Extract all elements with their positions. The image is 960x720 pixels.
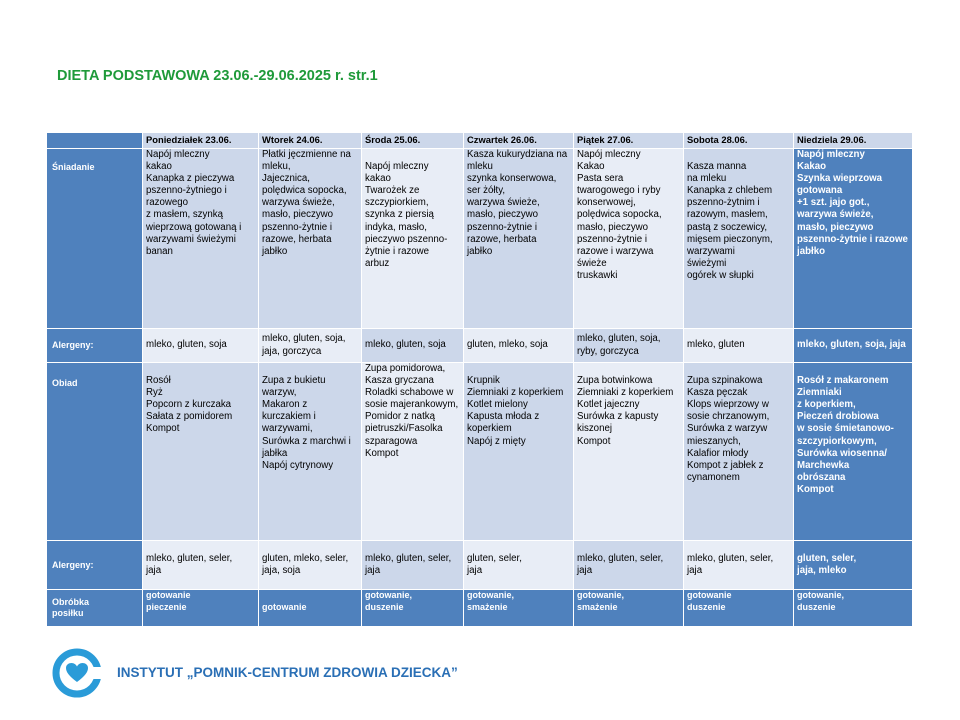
breakfast-cell: Kasza manna na mleku Kanapka z chlebem pszenno-żytnim i razowym, masłem, pastą z soczewicy, mięsem pieczonym, warzywami świeżymi ogórek w słupki bbox=[684, 149, 794, 329]
day-header: Sobota 28.06. bbox=[684, 133, 794, 149]
lunch-row bbox=[47, 363, 913, 541]
allergens-cell: mleko, gluten, soja, jaja, gorczyca bbox=[259, 329, 362, 363]
processing-cell: gotowanie bbox=[259, 590, 362, 627]
header-row bbox=[47, 133, 913, 149]
day-header: Czwartek 26.06. bbox=[464, 133, 574, 149]
day-header: Środa 25.06. bbox=[362, 133, 464, 149]
row-label-processing: Obróbka posiłku bbox=[47, 590, 143, 627]
breakfast-cell: Napój mleczny Kakao Szynka wieprzowa gotowana +1 szt. jajo got., warzywa świeże, masło, pieczywo pszenno-żytnie i razowe jabłko bbox=[794, 149, 913, 329]
processing-cell: gotowanie, smażenie bbox=[574, 590, 684, 627]
day-header: Poniedziałek 23.06. bbox=[143, 133, 259, 149]
breakfast-cell: Kasza kukurydziana na mleku szynka konserwowa, ser żółty, warzywa świeże, masło, pieczywo pszenno-żytnie i razowe, herbata jabłko bbox=[464, 149, 574, 329]
allergens-cell: mleko, gluten bbox=[684, 329, 794, 363]
allergens-cell: mleko, gluten, seler, jaja bbox=[362, 541, 464, 590]
allergens-cell: mleko, gluten, soja, jaja bbox=[794, 329, 913, 363]
allergens-cell: mleko, gluten, seler, jaja bbox=[684, 541, 794, 590]
day-header: Piątek 27.06. bbox=[574, 133, 684, 149]
row-label-breakfast: Śniadanie bbox=[47, 149, 143, 329]
allergens-cell: gluten, mleko, soja bbox=[464, 329, 574, 363]
lunch-cell: Krupnik Ziemniaki z koperkiem Kotlet mielony Kapusta młoda z koperkiem Napój z mięty bbox=[464, 363, 574, 541]
allergens-cell: mleko, gluten, seler, jaja bbox=[143, 541, 259, 590]
row-label-allergens: Alergeny: bbox=[47, 541, 143, 590]
day-header: Niedziela 29.06. bbox=[794, 133, 913, 149]
processing-cell: gotowanie, duszenie bbox=[362, 590, 464, 627]
breakfast-row bbox=[47, 149, 913, 329]
breakfast-cell: Napój mleczny Kakao Pasta sera twarogowego i ryby konserwowej, polędwica sopocka, masło, pieczywo pszenno-żytnie i razowe i warzywa świeże truskawki bbox=[574, 149, 684, 329]
page-title: DIETA PODSTAWOWA 23.06.-29.06.2025 r. str.1 bbox=[57, 68, 378, 84]
lunch-cell: Zupa botwinkowa Ziemniaki z koperkiem Kotlet jajeczny Surówka z kapusty kiszonej Kompot bbox=[574, 363, 684, 541]
allergens-cell: mleko, gluten, soja, ryby, gorczyca bbox=[574, 329, 684, 363]
breakfast-cell: Napój mleczny kakao Twarożek ze szczypiorkiem, szynka z piersią indyka, masło, pieczywo pszenno-żytnie i razowe arbuz bbox=[362, 149, 464, 329]
lunch-cell: Zupa z bukietu warzyw, Makaron z kurczakiem i warzywami, Surówka z marchwi i jabłka Napój cytrynowy bbox=[259, 363, 362, 541]
allergens-cell: mleko, gluten, seler, jaja bbox=[574, 541, 684, 590]
lunch-cell: Zupa szpinakowa Kasza pęczak Klops wieprzowy w sosie chrzanowym, Surówka z warzyw mieszanych, Kalafior młody Kompot z jabłek z cynamonem bbox=[684, 363, 794, 541]
allergens-cell: gluten, mleko, seler, jaja, soja bbox=[259, 541, 362, 590]
allergens-cell: mleko, gluten, soja bbox=[143, 329, 259, 363]
processing-cell: gotowanie duszenie bbox=[684, 590, 794, 627]
processing-cell: gotowanie, smażenie bbox=[464, 590, 574, 627]
breakfast-cell: Płatki jęczmienne na mleku, Jajecznica, polędwica sopocka, warzywa świeże, masło, pieczywo pszenno-żytnie i razowe, herbata jabłko bbox=[259, 149, 362, 329]
processing-cell: gotowanie pieczenie bbox=[143, 590, 259, 627]
allergens-cell: gluten, seler, jaja bbox=[464, 541, 574, 590]
processing-cell: gotowanie, duszenie bbox=[794, 590, 913, 627]
menu-table bbox=[46, 132, 913, 627]
header-corner bbox=[47, 133, 143, 149]
breakfast-cell: Napój mleczny kakao Kanapka z pieczywa pszenno-żytniego i razowego z masłem, szynką wieprzową gotowaną i warzywami świeżymi banan bbox=[143, 149, 259, 329]
row-label-lunch: Obiad bbox=[47, 363, 143, 541]
allergens-row-breakfast bbox=[47, 329, 913, 363]
lunch-cell: Zupa pomidorowa, Kasza gryczana Roladki schabowe w sosie majerankowym, Pomidor z natką pietruszki/Fasolka szparagowa Kompot bbox=[362, 363, 464, 541]
row-label-allergens: Alergeny: bbox=[47, 329, 143, 363]
day-header: Wtorek 24.06. bbox=[259, 133, 362, 149]
heart-c-logo-icon bbox=[52, 648, 108, 698]
allergens-cell: mleko, gluten, soja bbox=[362, 329, 464, 363]
processing-row bbox=[47, 590, 913, 627]
allergens-row-lunch bbox=[47, 541, 913, 590]
lunch-cell: Rosół Ryż Popcorn z kurczaka Sałata z pomidorem Kompot bbox=[143, 363, 259, 541]
institute-name: INSTYTUT „POMNIK-CENTRUM ZDROWIA DZIECKA” bbox=[117, 665, 458, 680]
allergens-cell: gluten, seler, jaja, mleko bbox=[794, 541, 913, 590]
lunch-cell: Rosół z makaronem Ziemniaki z koperkiem, Pieczeń drobiowa w sosie śmietanowo-szczypiorkowym, Surówka wiosenna/ Marchewka obrószana Kompot bbox=[794, 363, 913, 541]
